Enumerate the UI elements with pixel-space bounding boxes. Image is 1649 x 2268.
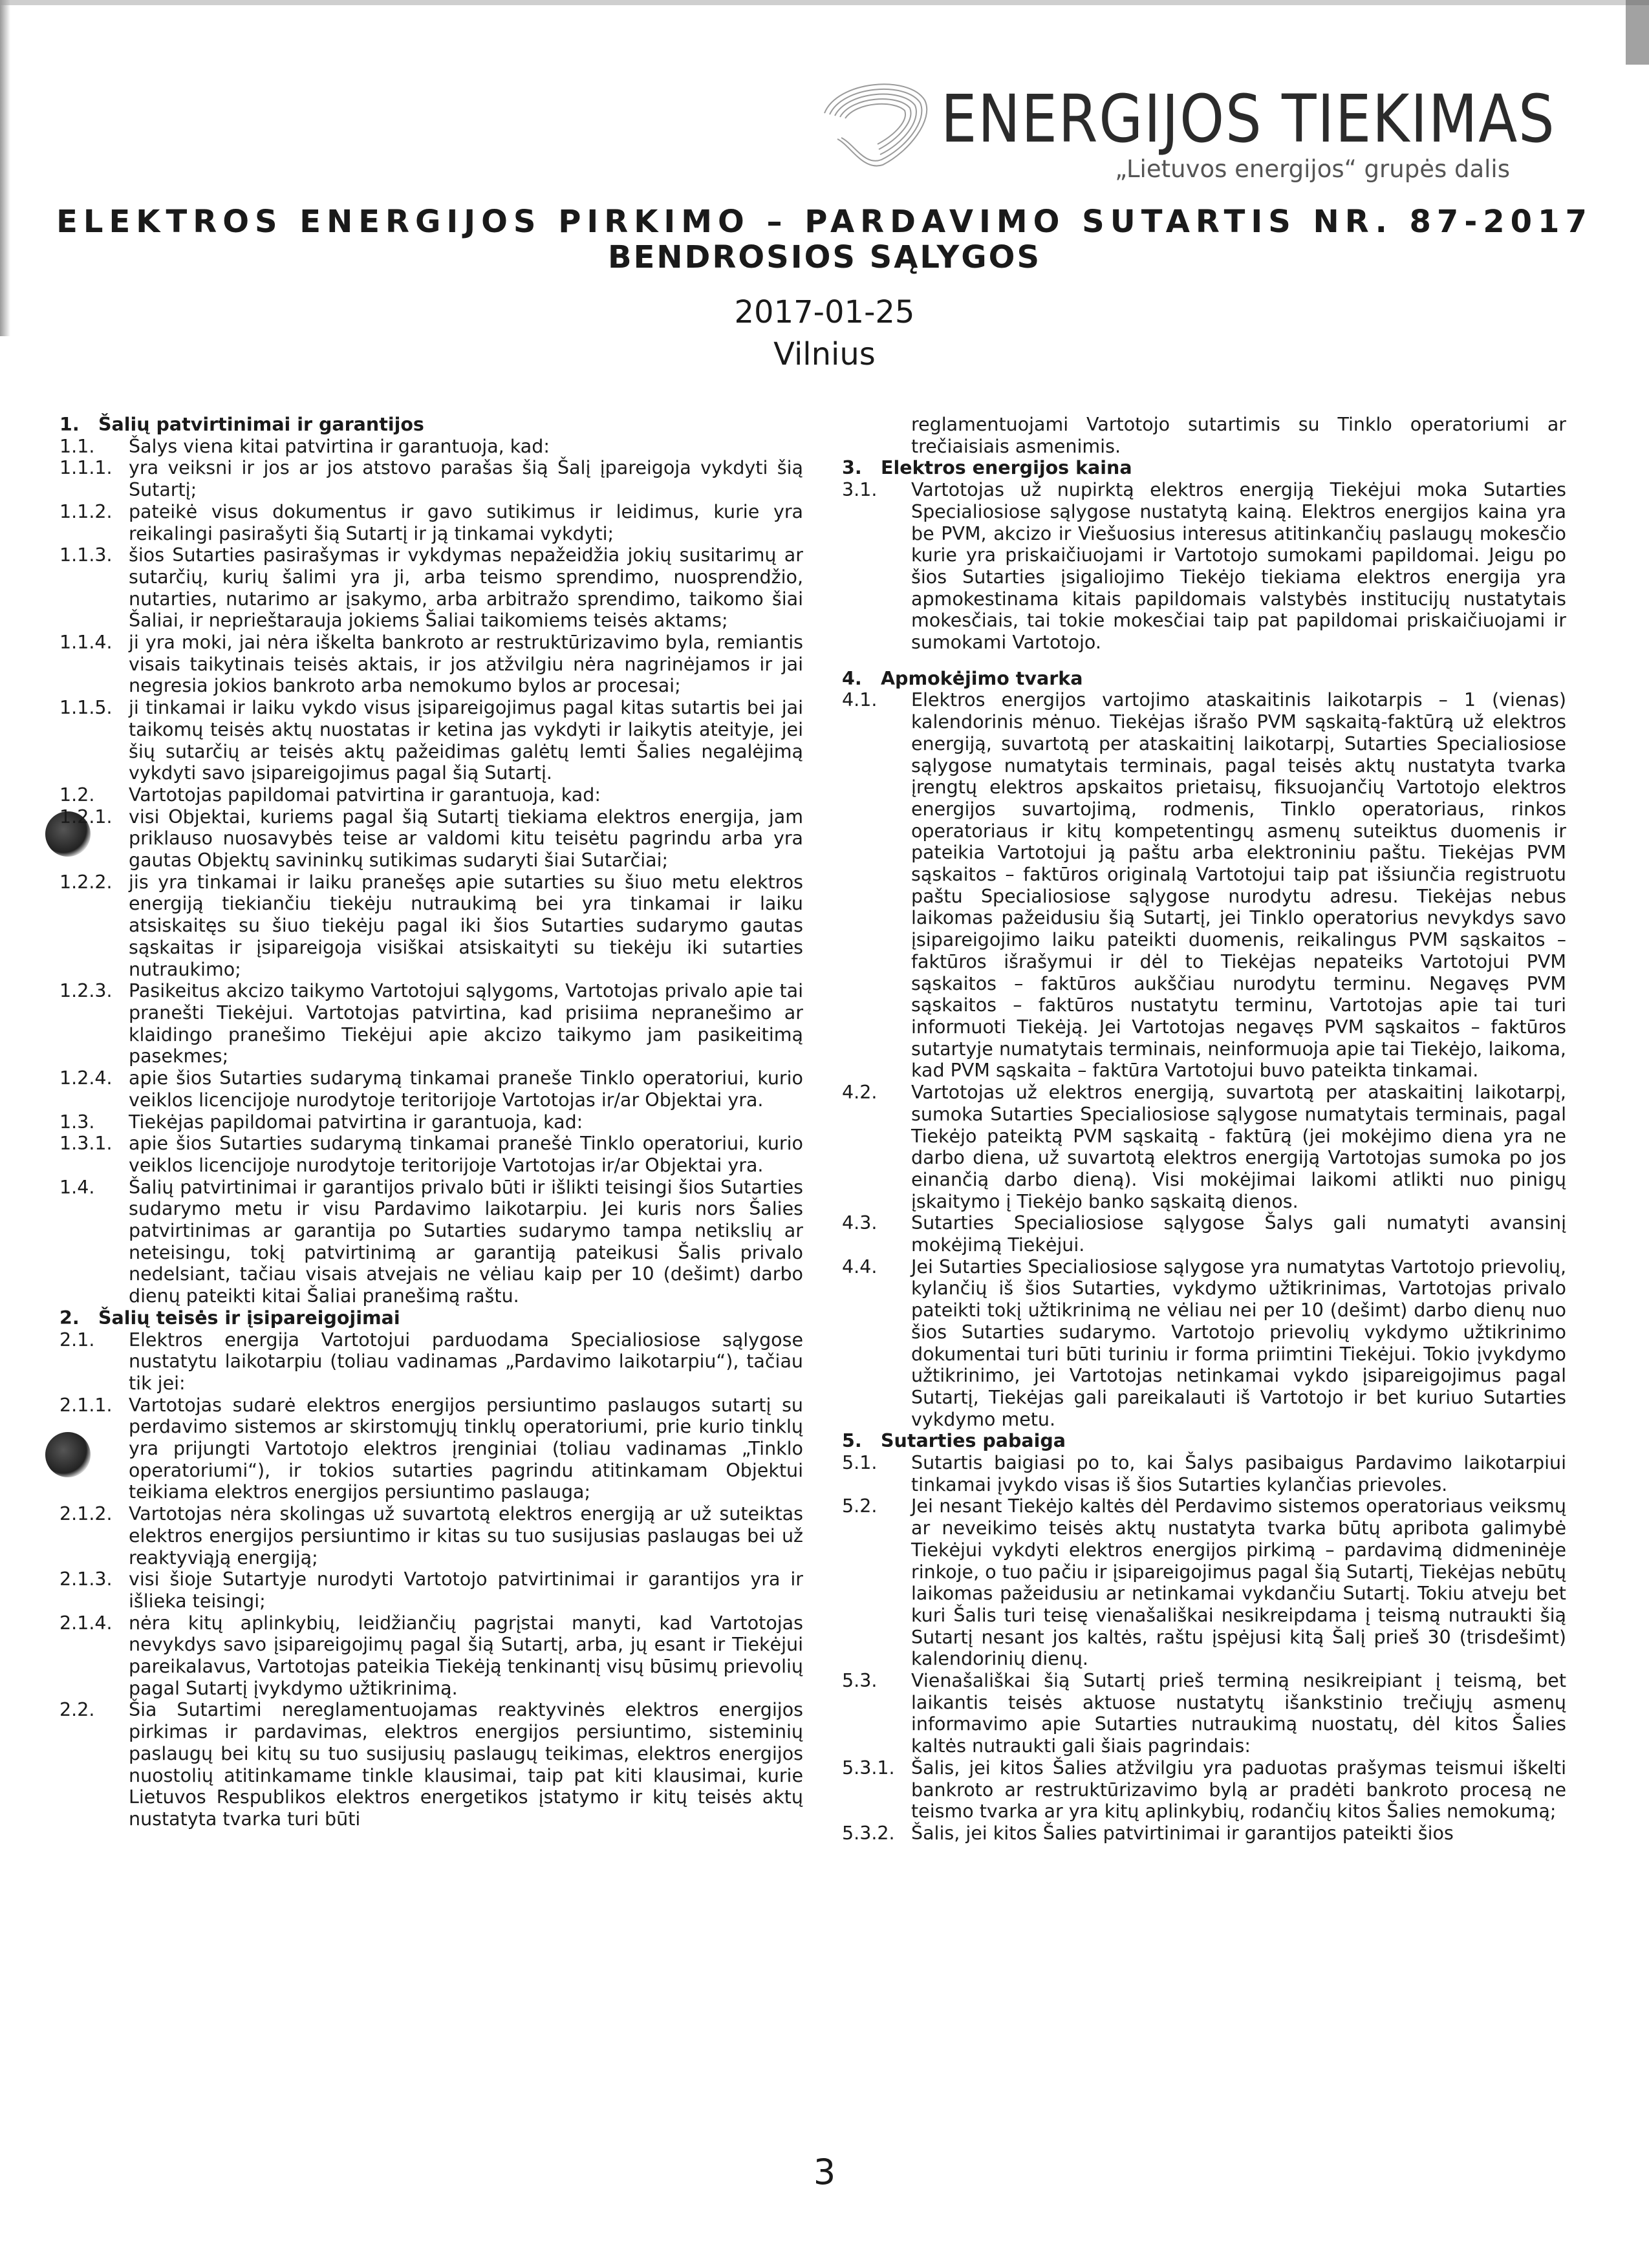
clause-number: 5.3.2. [842, 1823, 895, 1844]
clause-number: 4.1. [842, 689, 878, 711]
clause-number: 1.1.5. [59, 697, 113, 719]
scan-left-edge [0, 0, 10, 336]
clause-text: Sutarties Specialiosiose sąlygose Šalys gali numatyti avansinį mokėjimą Tiekėjui. [911, 1212, 1566, 1256]
clause [59, 980, 803, 1067]
document-subtitle: BENDROSIOS SĄLYGOS [607, 239, 1042, 275]
clause [59, 501, 803, 544]
clause-text: Vartotojas sudarė elektros energijos persiuntimo paslaugos sutartį su perdavimo sistemos ar skirstomųjų tinklų operatoriumi, prie kurio tinklų yra prijungti Vartotojo elektros įrenginiai (toliau vadinamas „Tinklo operatoriumi“), ir tokios sutarties pagrindu atitinkamam Objektui teikiama elektros energijos persiuntimo paslauga; [129, 1394, 803, 1503]
clause [842, 1082, 1566, 1212]
clause-text: apie šios Sutarties sudarymą tinkamai pranešė Tinklo operatoriui, kurio veiklos licencijoje nurodytoje teritorijoje Vartotojas ir/ar Objektai yra. [129, 1133, 803, 1176]
page-number: 3 [813, 2152, 836, 2192]
clause-number: 1.2. [59, 784, 95, 806]
clause-number: 4.2. [842, 1082, 878, 1104]
spacer [842, 654, 1566, 668]
clause [59, 1503, 803, 1568]
clause [842, 1452, 1566, 1495]
clause [842, 689, 1566, 1082]
clause-number: 1.1.3. [59, 544, 113, 566]
clause-number: 5.3. [842, 1670, 878, 1692]
clause-text: Elektros energijos vartojimo ataskaitinis laikotarpis – 1 (vienas) kalendorinis mėnuo. Tiekėjas išrašo PVM sąskaitą-faktūrą už elektros energiją, suvartotą per ataskaitinį laikotarpį, Sutarties Specialiosiose sąlygose numatytais terminais, pagal teisės aktų nustatyta tvarka įrengtų elektros apskaitos prietaisų, fiksuojančių Vartotojo elektros energijos suvartojimą, rodmenis, Tinklo operatoriaus, rinkos operatoriaus ir kitų kompetentingų asmenų suteiktus duomenis ir pateikia Vartotojui ją paštu arba elektroniniu paštu. Tiekėjas PVM sąskaitos – faktūros originalą Vartotojui taip pat išsiunčia registruotu paštu Specialiosiose sąlygose nurodytu adresu. Tiekėjas nebus laikomas pažeidusiu šią Sutartį, jei Tinklo operatorius nevykdys savo įsipareigojimo laiku pateikti duomenis, reikalingus PVM sąskaitos – faktūros išrašymui ir dėl to Tiekėjas nepateiks Vartotojui PVM sąskaitos – faktūros aukščiau nurodytu terminu. Negavęs PVM sąskaitos – faktūros nustatytu terminu, Vartotojas apie tai turi informuoti Tiekėją. Jei Vartotojas negavęs PVM sąskaitos – faktūros sutartyje numatytais terminais, neinformuoja apie tai Tiekėjo, laikoma, kad PVM sąskaita – faktūra Vartotojui buvo pateikta tinkamai. [911, 689, 1566, 1082]
clause [842, 1757, 1566, 1823]
clause-number: 5.1. [842, 1452, 878, 1474]
section-number: 1. [59, 414, 80, 435]
clause [842, 1670, 1566, 1757]
logo-tagline: „Lietuvos energijos“ grupės dalis [1115, 155, 1510, 183]
clause-number: 2.1. [59, 1329, 95, 1351]
clause-number: 5.3.1. [842, 1757, 895, 1779]
clause [59, 457, 803, 500]
clause-text: Jei Sutarties Specialiosiose sąlygose yra numatytas Vartotojo prievolių, kylančių iš šios Sutarties, vykdymo užtikrinimas, Vartotojas privalo pateikti tokį užtikrinimą ne vėliau nei per 10 (dešimt) darbo dienų nuo šios Sutarties sudarymo. Vartotojo prievolių vykdymo užtikrinimo dokumentai turi būti turiniu ir forma priimtini Tiekėjui. Tokio įvykdymo užtikrinimo, jei Vartotojas netinkamai vykdo įsipareigojimus pagal Sutartį, Tiekėjas gali pareikalauti iš Vartotojo ir bet kuriuo Sutarties vykdymo metu. [911, 1256, 1566, 1430]
section-heading [842, 668, 1566, 690]
clause-number: 5.2. [842, 1495, 878, 1517]
clause-number: 1.1.4. [59, 632, 113, 654]
clause-number: 4.4. [842, 1256, 878, 1278]
clause-text: Šalys viena kitai patvirtina ir garantuoja, kad: [129, 435, 550, 457]
section-title: Sutarties pabaiga [881, 1430, 1066, 1452]
clause [59, 1612, 803, 1700]
clause-number: 1.3. [59, 1111, 95, 1133]
clause [59, 697, 803, 784]
clause-text: nėra kitų aplinkybių, leidžiančių pagrįstai manyti, kad Vartotojas nevykdys savo įsipareigojimų pagal šią Sutartį, arba, jų esant ir Tiekėjui pareikalavus, Vartotojas pateikia Tiekėją tenkinantį visų būsimų prievolių pagal Sutartį įvykdymo užtikrinimą. [129, 1612, 803, 1699]
clause [842, 1212, 1566, 1256]
clause-number: 1.2.3. [59, 980, 113, 1002]
clause-number: 1.4. [59, 1176, 95, 1198]
section-title: Apmokėjimo tvarka [881, 667, 1083, 689]
clause [842, 1823, 1566, 1845]
section-title: Elektros energijos kaina [881, 457, 1132, 479]
clause [59, 806, 803, 872]
clause-text: Jei nesant Tiekėjo kaltės dėl Perdavimo sistemos operatoriaus veiksmų ar neveikimo teisės aktų nustatyta tvarka būtų apribota galimybė Tiekėjui vykdyti elektros energijos pirkimą – pardavimą didmeninėje rinkoje, o tuo pačiu ir įsipareigojimus pagal šią Sutartį, Tiekėjas nebūtų laikomas pažeidusiu ar netinkamai vykdančiu Sutartį. Tokiu atveju bet kuri Šalis turi teisę vienašališkai nesikreipdama į teismą nutraukti šią Sutartį nesant jos kaltės, raštu įspėjusi kitą Šalį prieš 30 (trisdešimt) kalendorinių dienų. [911, 1495, 1566, 1670]
clause [59, 1067, 803, 1111]
clause-text: Šalis, jei kitos Šalies atžvilgiu yra paduotas prašymas teismui iškelti bankroto ar restruktūrizavimo bylą ar pradėti bankroto procesą ne teismo tvarka ar yra kitų aplinkybių, rodančių kitos Šalies nemokumą; [911, 1757, 1566, 1823]
clause [59, 872, 803, 981]
clause-text: ji yra moki, jai nėra iškelta bankroto ar restruktūrizavimo byla, remiantis visais taikytinais teisės aktais, ir jos atžvilgiu nėra nagrinėjamos ir jai negresia jokios bankroto arba nemokumo bylos ar procesai; [129, 632, 803, 697]
clause-text: Pasikeitus akcizo taikymo Vartotojui sąlygoms, Vartotojas privalo apie tai pranešti Tiekėjui. Vartotojas patvirtina, kad prisiima nepranešimo ar klaidingo pranešimo Tiekėjui apie akcizo taikymo jam pasikeitimą pasekmes; [129, 980, 803, 1067]
clause-text: apie šios Sutarties sudarymą tinkamai praneše Tinklo operatoriui, kurio veiklos licencijoje nurodytoje teritorijoje Vartotojas ir/ar Objektai yra. [129, 1067, 803, 1111]
clause-number: 2.2. [59, 1699, 95, 1721]
clause-text: Vartotojas papildomai patvirtina ir garantuoja, kad: [129, 784, 601, 806]
scan-top-edge [0, 0, 1649, 5]
clause-text: pateikė visus dokumentus ir gavo sutikimus ir leidimus, kurie yra reikalingi pasirašyti šią Sutartį ir ją tinkamai vykdyti; [129, 500, 803, 544]
clause-number: 4.3. [842, 1212, 878, 1234]
clause [59, 1111, 803, 1133]
clause-text: jis yra tinkamai ir laiku pranešęs apie sutarties su šiuo metu elektros energiją tiekiančiu tiekėju nutraukimą bei yra tinkamai ir laiku atsiskaitęs su šiuo tiekėju pagal iki šios Sutarties sudarymo gautas sąskaitas ir įsipareigoja visiškai atsiskaityti su tiekėju iki sutarties nutraukimo; [129, 871, 803, 980]
clause [842, 1495, 1566, 1670]
document-city: Vilnius [773, 336, 876, 372]
clause [59, 784, 803, 806]
clause-number: 1.3.1. [59, 1133, 113, 1155]
company-logo [812, 68, 1556, 184]
section-number: 2. [59, 1307, 80, 1329]
scan-right-edge [1626, 0, 1649, 65]
clause-text: Vartotojas už nupirktą elektros energiją Tiekėjui moka Sutarties Specialiosiose sąlygose nustatytą kainą. Elektros energijos kaina yra be PVM, akcizo ir Viešuosius interesus atitinkančių paslaugų mokesčio kurie yra priskaičiuojami ir Vartotojo sumokami papildomai. Jeigu po šios Sutarties įsigaliojimo Tiekėjo tiekiama elektros energija yra apmokestinama kitais papildomais valstybės institucijų nustatytais mokesčiais, tai tokie mokesčiai taip pat papildomai priskaičiuojami ir sumokami Vartotojo. [911, 479, 1566, 654]
clause-text: ji tinkamai ir laiku vykdo visus įsipareigojimus pagal kitas sutartis bei jai taikomų teisės aktų nuostatas ir ketina jas vykdyti ir laikytis ateityje, jei šių sutarčių ar teisės aktų pažeidimas galėtų lemti Šalies negalėjimą vykdyti savo įsipareigojimus pagal šią Sutartį. [129, 697, 803, 784]
clause [59, 1568, 803, 1612]
section-heading [59, 414, 803, 436]
clause [59, 1699, 803, 1830]
section-heading [59, 1307, 803, 1329]
document-title: ELEKTROS ENERGIJOS PIRKIMO – PARDAVIMO SUTARTIS NR. 87-2017 [56, 204, 1593, 240]
clause-text: Vartotojas nėra skolingas už suvartotą elektros energiją ar už suteiktas elektros energijos persiuntimo ir kitas su tuo susijusias paslaugas bei už reaktyviąją energiją; [129, 1503, 803, 1568]
clause-number: 2.1.3. [59, 1568, 113, 1590]
clause-text: Vartotojas už elektros energiją, suvartotą per ataskaitinį laikotarpį, sumoka Sutarties Specialiosiose sąlygose numatytais terminais, pagal Tiekėjo pateiktą PVM sąskaitą - faktūrą (jei mokėjimo diena yra ne darbo diena, už suvartotą elektros energiją Vartotojas sumoka po jos einančią darbo dieną). Visi mokėjimai laikomi atlikti nuo pinigų įskaitymo į Tiekėjo banko sąskaitą dienos. [911, 1082, 1566, 1212]
clause [842, 1256, 1566, 1431]
document-date: 2017-01-25 [734, 294, 915, 330]
clause [59, 436, 803, 458]
clause-number: 2.1.4. [59, 1612, 113, 1634]
logo-wordmark: ENERGIJOS TIEKIMAS [941, 81, 1556, 158]
clause-number: 1.1.2. [59, 500, 113, 522]
clause-number: 3.1. [842, 479, 878, 501]
clause-number: 1.2.4. [59, 1067, 113, 1089]
clause-text: Vienašališkai šią Sutartį prieš terminą nesikreipiant į teismą, bet laikantis teisės aktuose nustatytų išankstinio trečiųjų asmenų informavimo apie Sutarties nutraukimą nuostatų, dėl kitos Šalies kaltės nutraukti gali šiais pagrindais: [911, 1670, 1566, 1757]
clause-text: Šalis, jei kitos Šalies patvirtinimai ir garantijos pateikti šios [911, 1823, 1454, 1844]
clause-text: visi Objektai, kuriems pagal šią Sutartį tiekiama elektros energija, jam priklauso nuosavybės teise ar valdomi kitu teisėtu pagrindu arba yra gautas Objektų savininkų sutikimas sudaryti šiai Sutarčiai; [129, 806, 803, 872]
clause [59, 1395, 803, 1504]
clause-number: 2.1.2. [59, 1503, 113, 1525]
clause-number: 2.1.1. [59, 1394, 113, 1416]
continued-text: reglamentuojami Vartotojo sutartimis su Tinklo operatoriumi ar trečiaisiais asmenimis. [911, 414, 1566, 457]
section-heading [842, 1430, 1566, 1452]
clause [59, 1133, 803, 1176]
clause [59, 1329, 803, 1395]
logo-swirl-icon [812, 74, 934, 171]
clause-number: 1.1. [59, 435, 95, 457]
section-number: 3. [842, 457, 862, 479]
clause [59, 544, 803, 632]
section-title: Šalių patvirtinimai ir garantijos [98, 414, 424, 435]
left-column [59, 414, 803, 1830]
clause-text: yra veiksni ir jos ar jos atstovo parašas šią Šalį įpareigoja vykdyti šią Sutartį; [129, 457, 803, 501]
clause-text: Tiekėjas papildomai patvirtina ir garantuoja, kad: [129, 1111, 583, 1133]
section-number: 4. [842, 667, 862, 689]
right-column [842, 414, 1566, 1845]
clause-number: 1.1.1. [59, 457, 113, 479]
clause-text: Šalių patvirtinimai ir garantijos privalo būti ir išlikti teisingi šios Sutarties sudarymo metu ir visu Pardavimo laikotarpiu. Jei kuris nors Šalies patvirtinimas ar garantija po Sutarties sudarymo tampa netikslių ar neteisingu, tokį patvirtinimą ar garantiją pateikusi Šalis privalo nedelsiant, tačiau visais atvejais ne vėliau kaip per 10 (dešimt) darbo dienų pateikti kitai Šaliai pranešimą raštu. [129, 1176, 803, 1307]
clause-text: šios Sutarties pasirašymas ir vykdymas nepažeidžia jokių susitarimų ar sutarčių, kurių šalimi yra ji, arba teismo sprendimo, nuosprendžio, nutarties, nutarimo ar įsakymo, arba arbitražo sprendimo, taikomo šiai Šaliai, ir neprieštarauja jokiems Šaliai taikomiems teisės aktams; [129, 544, 803, 632]
clause [59, 1177, 803, 1307]
section-number: 5. [842, 1430, 862, 1452]
clause-text: Elektros energija Vartotojui parduodama Specialiosiose sąlygose nustatytu laikotarpiu (toliau vadinamas „Pardavimo laikotarpiu“), tačiau tik jei: [129, 1329, 803, 1394]
clause-number: 1.2.2. [59, 871, 113, 893]
clause [842, 479, 1566, 654]
clause-text: visi šioje Sutartyje nurodyti Vartotojo patvirtinimai ir garantijos yra ir išlieka teisingi; [129, 1568, 803, 1612]
clause-number: 1.2.1. [59, 806, 113, 828]
section-heading [842, 457, 1566, 479]
clause [59, 632, 803, 697]
clause-text: Sutartis baigiasi po to, kai Šalys pasibaigus Pardavimo laikotarpiui tinkamai įvykdo visas iš šios Sutarties kylančias prievoles. [911, 1452, 1566, 1495]
section-title: Šalių teisės ir įsipareigojimai [98, 1307, 400, 1329]
clause-text: Šia Sutartimi nereglamentuojamas reaktyvinės elektros energijos pirkimas ir pardavimas, elektros energijos persiuntimo, sisteminių paslaugų bei kitų su tuo susijusių paslaugų teikimas, elektros energijos nuostolių atitinkamame tinkle klausimai, taip pat kiti klausimai, kurie Lietuvos Respublikos elektros energetikos įstatymo ir kitų teisės aktų nustatyta tvarka turi būti [129, 1699, 803, 1830]
